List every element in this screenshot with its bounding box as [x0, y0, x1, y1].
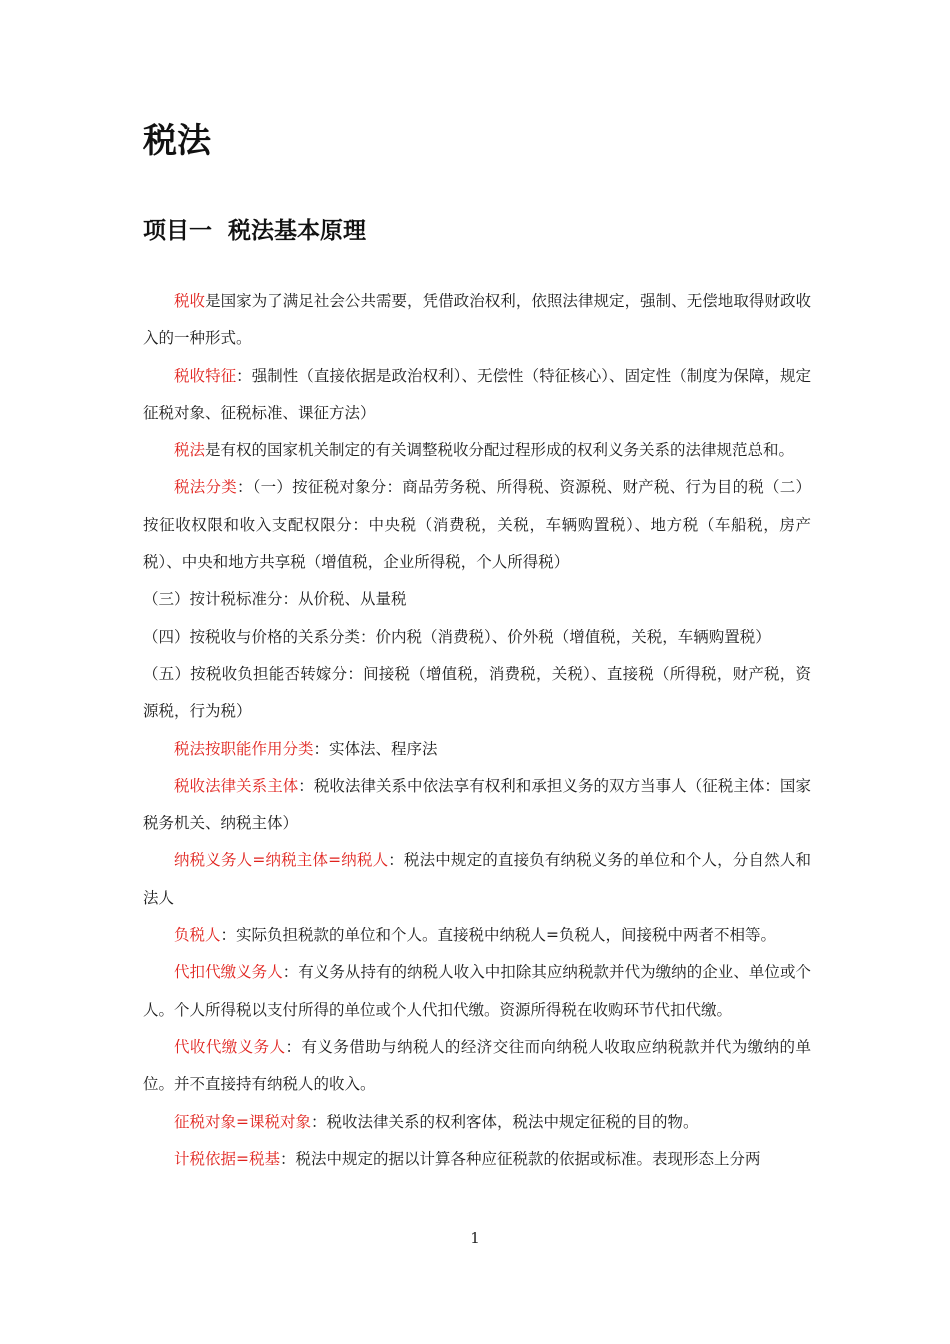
- paragraph-text: ：实际负担税款的单位和个人。直接税中纳税人=负税人，间接税中两者不相等。: [220, 926, 777, 945]
- paragraph: [143, 358, 811, 433]
- paragraph-text: （四）按税收与价格的关系分类：价内税（消费税）、价外税（增值税，关税，车辆购置税）: [143, 627, 771, 646]
- paragraph-text: ：有义务借助与纳税人的经济交往而向纳税人收取应纳税款并代为缴纳的单位。并不直接持有纳税人的收入。: [143, 1037, 811, 1094]
- paragraph: [143, 1029, 811, 1104]
- term-label: 代扣代缴义务人: [174, 963, 283, 982]
- term-label: 税法分类: [174, 478, 237, 497]
- paragraph: [143, 842, 811, 917]
- term-label: 税法: [174, 441, 206, 460]
- term-label: 税收: [174, 292, 206, 310]
- paragraph-text: ：（一）按征税对象分：商品劳务税、所得税、资源税、财产税、行为目的税（二）按征收权限和收入支配权限分：中央税（消费税，关税，车辆购置税）、地方税（车船税，房产税）、中央和地方共享税（增值税，企业所得税，个人所得税）: [143, 478, 811, 572]
- document-body: [143, 283, 811, 1178]
- paragraph: [143, 954, 811, 1029]
- paragraph: [143, 1141, 811, 1178]
- paragraph-text: ：有义务从持有的纳税人收入中扣除其应纳税款并代为缴纳的企业、单位或个人。个人所得税以支付所得的单位或个人代扣代缴。资源所得税在收购环节代扣代缴。: [143, 963, 811, 1019]
- paragraph-text: 是国家为了满足社会公共需要，凭借政治权利，依照法律规定，强制、无偿地取得财政收入的一种形式。: [143, 292, 811, 348]
- paragraph-text: ：税法中规定的据以计算各种应征税款的依据或标准。表现形态上分两: [280, 1149, 761, 1168]
- term-label: 纳税义务人=纳税主体=纳税人: [174, 851, 389, 870]
- paragraph-text: ：税收法律关系中依法享有权利和承担义务的双方当事人（征税主体：国家税务机关、纳税主体）: [143, 776, 811, 833]
- term-label: 代收代缴义务人: [174, 1037, 286, 1056]
- paragraph: [143, 581, 811, 618]
- paragraph-text: ：税收法律关系的权利客体，税法中规定征税的目的物。: [311, 1112, 699, 1131]
- paragraph: [143, 1104, 811, 1141]
- term-label: 税收法律关系主体: [174, 776, 299, 795]
- paragraph-text: 是有权的国家机关制定的有关调整税收分配过程形成的权利义务关系的法律规范总和。: [205, 441, 795, 460]
- paragraph: [143, 731, 811, 768]
- paragraph: [143, 656, 811, 731]
- term-label: 计税依据=税基: [174, 1149, 280, 1168]
- paragraph-text: ：强制性（直接依据是政治权利）、无偿性（特征核心）、固定性（制度为保障，规定征税对象、征税标准、课征方法）: [143, 366, 811, 422]
- term-label: 负税人: [174, 926, 221, 945]
- paragraph-text: （三）按计税标准分：从价税、从量税: [143, 590, 407, 609]
- section-title: 项目一 税法基本原理: [143, 218, 367, 244]
- paragraph-text: ：税法中规定的直接负有纳税义务的单位和个人，分自然人和法人: [143, 851, 811, 907]
- document-title: 税法: [143, 121, 211, 161]
- term-label: 税法按职能作用分类: [174, 739, 314, 758]
- term-label: 税收特征: [174, 366, 237, 385]
- paragraph: [143, 768, 811, 843]
- term-label: 征税对象=课税对象: [174, 1112, 311, 1131]
- paragraph: [143, 917, 811, 954]
- page-number: 1: [470, 1229, 480, 1247]
- paragraph: [143, 469, 811, 581]
- paragraph-text: ：实体法、程序法: [313, 739, 438, 758]
- paragraph: [143, 619, 811, 656]
- paragraph: [143, 432, 811, 469]
- paragraph: [143, 283, 811, 358]
- paragraph-text: （五）按税收负担能否转嫁分：间接税（增值税，消费税，关税）、直接税（所得税，财产税，资源税，行为税）: [143, 664, 811, 721]
